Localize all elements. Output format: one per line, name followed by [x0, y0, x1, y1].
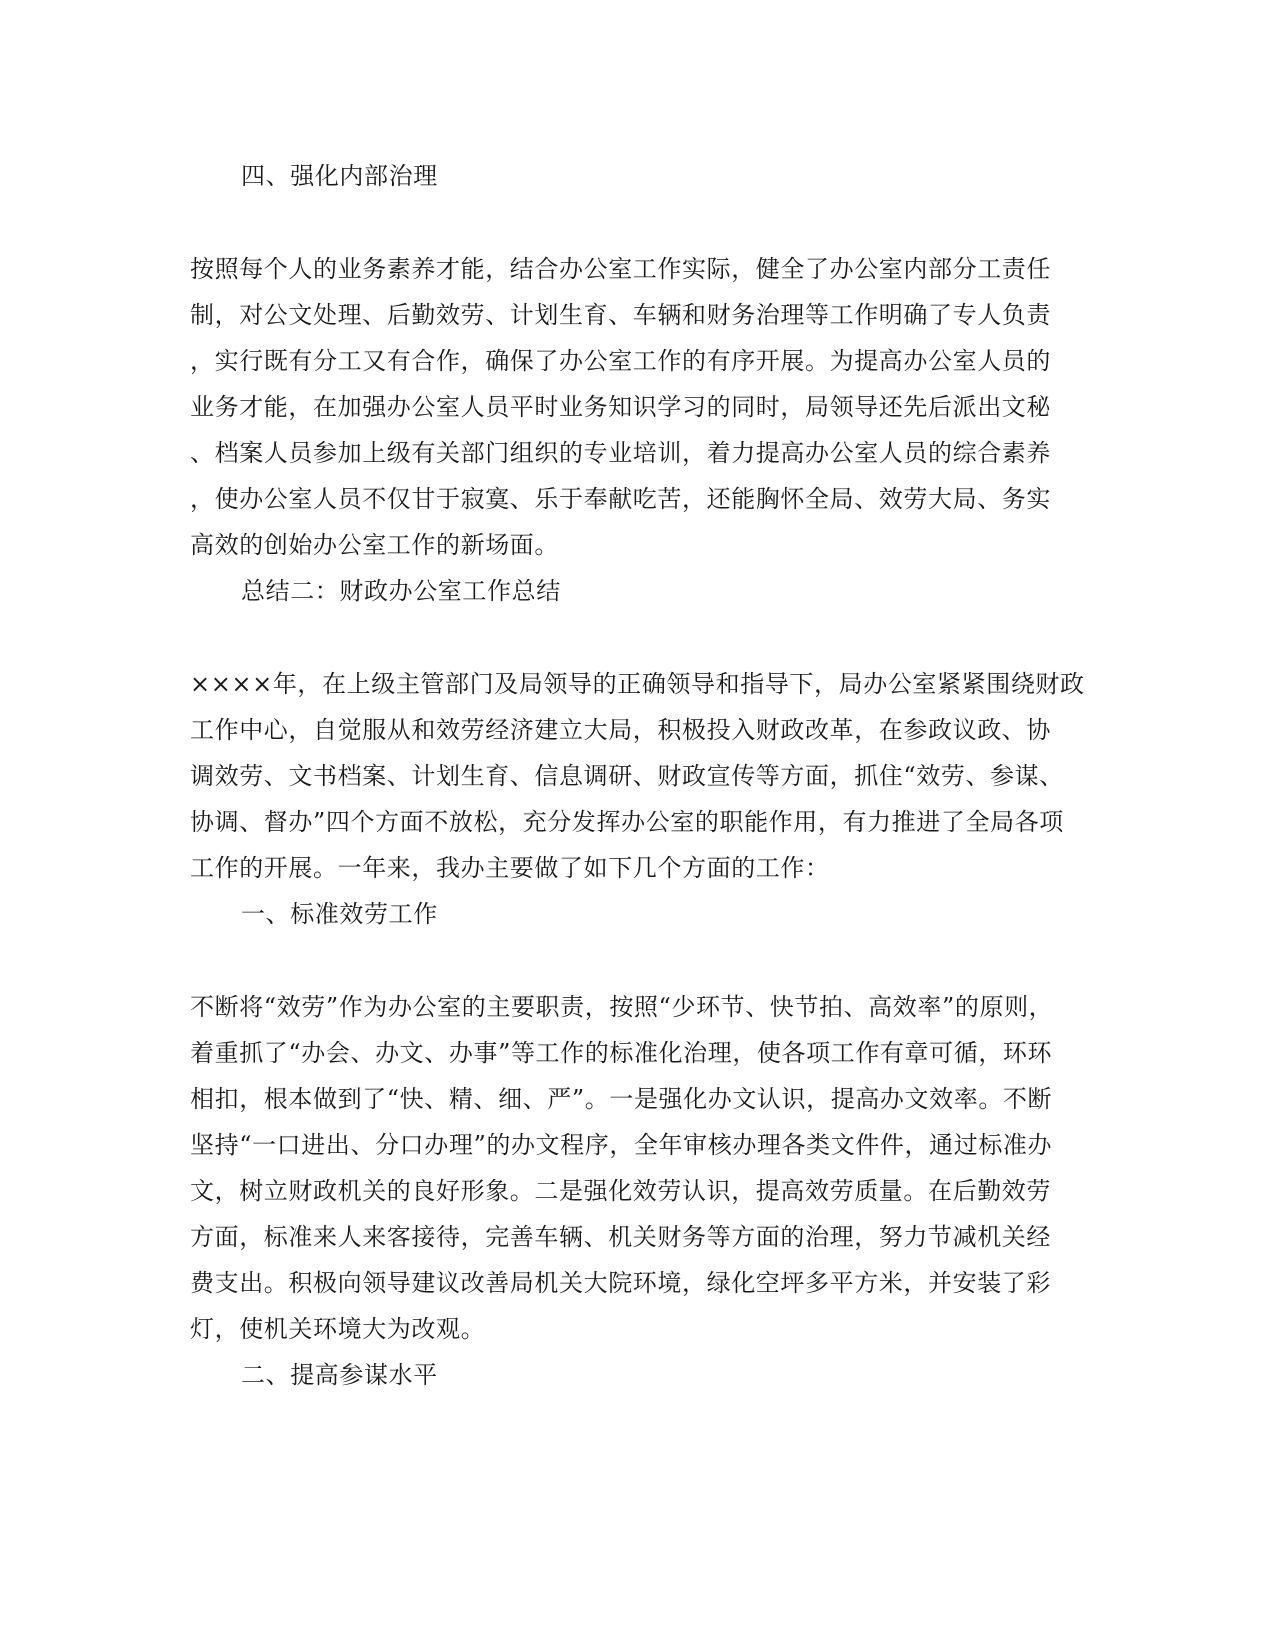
- paragraph-line: 制，对公文处理、后勤效劳、计划生育、车辆和财务治理等工作明确了专人负责: [190, 301, 1051, 329]
- paragraph-line: 、档案人员参加上级有关部门组织的专业培训，着力提高办公室人员的综合素养: [190, 439, 1051, 467]
- section-heading: 一、标准效劳工作: [241, 900, 438, 928]
- paragraph-line: 坚持“一口进出、分口办理”的办文程序，全年审核办理各类文件件，通过标准办: [190, 1131, 1053, 1159]
- paragraph-line: 不断将“效劳”作为办公室的主要职责，按照“少环节、快节拍、高效率”的原则，: [190, 993, 1054, 1021]
- section-heading: 四、强化内部治理: [241, 162, 438, 190]
- paragraph-line: 文，树立财政机关的良好形象。二是强化效劳认识，提高效劳质量。在后勤效劳: [190, 1177, 1051, 1205]
- paragraph-line: 方面，标准来人来客接待，完善车辆、机关财务等方面的治理，努力节减机关经: [190, 1223, 1051, 1251]
- paragraph-line: ××××年，在上级主管部门及局领导的正确领导和指导下，局办公室紧紧围绕财政: [190, 670, 1085, 698]
- paragraph-line: 费支出。积极向领导建议改善局机关大院环境，绿化空坪多平方米，并安装了彩: [190, 1269, 1051, 1297]
- paragraph-line: 工作中心，自觉服从和效劳经济建立大局，积极投入财政改革，在参政议政、协: [190, 716, 1051, 744]
- paragraph-line: 灯，使机关环境大为改观。: [190, 1315, 486, 1343]
- paragraph-line: 高效的创始办公室工作的新场面。: [190, 531, 559, 559]
- paragraph-line: 调效劳、文书档案、计划生育、信息调研、财政宣传等方面，抓住“效劳、参谋、: [190, 762, 1064, 790]
- paragraph-line: ，使办公室人员不仅甘于寂寞、乐于奉献吃苦，还能胸怀全局、效劳大局、务实: [190, 485, 1051, 513]
- paragraph-line: 着重抓了“办会、办文、办事”等工作的标准化治理，使各项工作有章可循，环环: [190, 1039, 1053, 1067]
- paragraph-line: ，实行既有分工又有合作，确保了办公室工作的有序开展。为提高办公室人员的: [190, 347, 1051, 375]
- paragraph-line: 协调、督办”四个方面不放松，充分发挥办公室的职能作用，有力推进了全局各项: [190, 808, 1064, 836]
- paragraph-line: 工作的开展。一年来，我办主要做了如下几个方面的工作：: [190, 854, 830, 882]
- section-heading: 总结二：财政办公室工作总结: [241, 577, 561, 605]
- paragraph-line: 按照每个人的业务素养才能，结合办公室工作实际，健全了办公室内部分工责任: [190, 255, 1051, 283]
- paragraph-line: 相扣，根本做到了“快、精、细、严”。一是强化办文认识，提高办文效率。不断: [190, 1085, 1053, 1113]
- paragraph-line: 业务才能，在加强办公室人员平时业务知识学习的同时，局领导还先后派出文秘: [190, 393, 1051, 421]
- section-heading: 二、提高参谋水平: [241, 1361, 438, 1389]
